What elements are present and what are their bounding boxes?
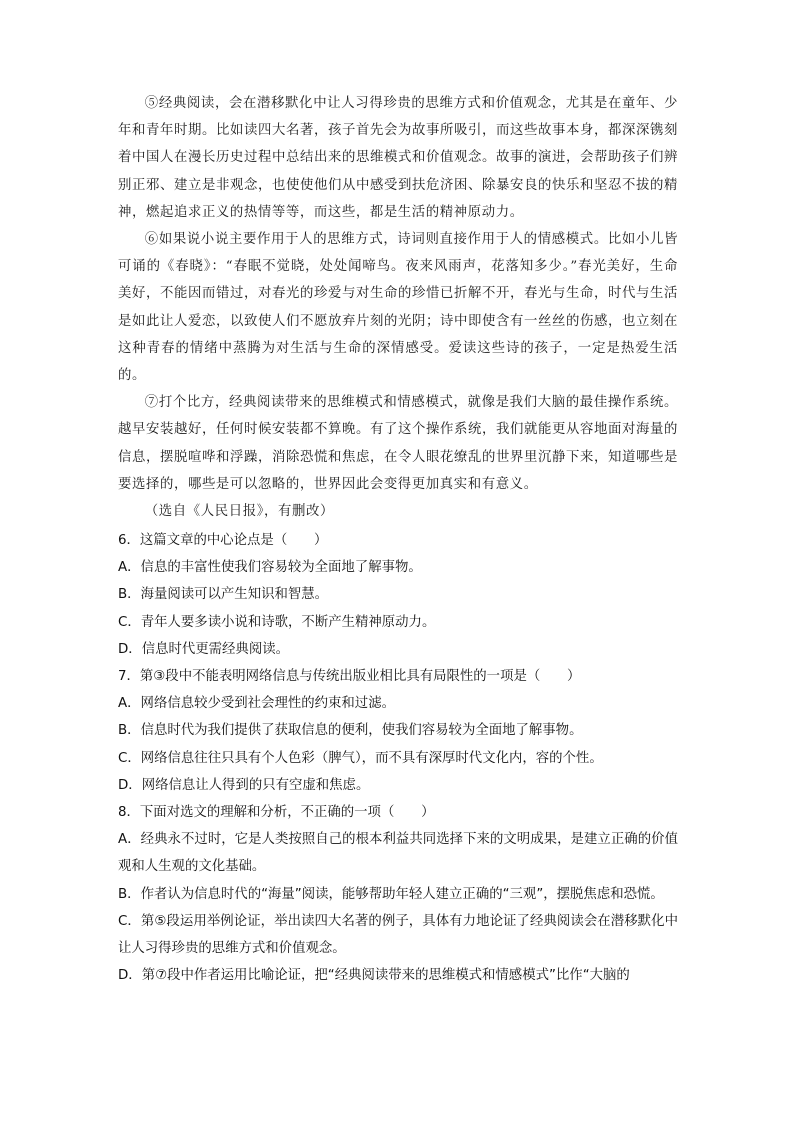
- question-7: [118, 663, 678, 799]
- article-body: [118, 90, 678, 525]
- paragraph-5: ⑤经典阅读，会在潜移默化中让人习得珍贵的思维方式和价值观念，尤其是在童年、少年和青年时期。比如读四大名著，孩子首先会为故事所吸引，而这些故事本身，都深深镌刻着中国人在漫长历史过程中总结出来的思维模式和价值观念。故事的演进，会帮助孩子们辨别正邪、建立是非观念，也使使他们从中感受到扶危济困、除暴安良的快乐和坚忍不拔的精神，燃起追求正义的热情等等，而这些，都是生活的精神原动力。: [118, 96, 678, 220]
- option-a: A．网络信息较少受到社会理性的约束和过滤。: [118, 696, 395, 712]
- question-section: [118, 527, 678, 989]
- option-c: C．网络信息往往只具有个人色彩（脾气），而不具有深厚时代文化内，容的个性。: [118, 750, 603, 766]
- paragraph-6: ⑥如果说小说主要作用于人的思维方式，诗词则直接作用于人的情感模式。比如小儿皆可诵的《春晓》：“春眠不觉晓，处处闻啼鸟。夜来风雨声，花落知多少。”春光美好，生命美好，不能因而错过，对春光的珍爱与对生命的珍惜已折解不开，春光与生命，时代与生活是如此让人爱恋，以致使人们不愿放弃片刻的光阴；诗中即使含有一丝丝的伤感，也立刻在这种青春的情绪中蒸腾为对生活与生命的深情感受。爱读这些诗的孩子，一定是热爱生活的。: [118, 232, 678, 384]
- question-stem: 8．下面对选文的理解和分析，不正确的一项（ ）: [118, 805, 435, 821]
- option-d: D．信息时代更需经典阅读。: [118, 641, 289, 657]
- question-8: [118, 799, 678, 989]
- option-a: A．经典永不过时，它是人类按照自己的根本利益共同选择下来的文明成果，是建立正确的价值观和人生观的文化基础。: [118, 832, 678, 875]
- source-citation: （选自《人民日报》，有删改）: [144, 504, 334, 520]
- option-b: B．信息时代为我们提供了获取信息的便利，使我们容易较为全面地了解事物。: [118, 723, 583, 739]
- option-a: A．信息的丰富性使我们容易较为全面地了解事物。: [118, 560, 422, 576]
- question-6: [118, 527, 678, 663]
- option-d: D．第⑦段中作者运用比喻论证，把“经典阅读带来的思维模式和情感模式”比作“大脑的: [118, 968, 630, 984]
- option-d: D．网络信息让人得到的只有空虚和焦虑。: [118, 777, 370, 793]
- question-stem: 6．这篇文章的中心论点是（ ）: [118, 533, 328, 548]
- option-c: C．青年人要多读小说和诗歌，不断产生精神原动力。: [118, 614, 436, 630]
- option-c: C．第⑤段运用举例论证，举出读四大名著的例子，具体有力地论证了经典阅读会在潜移默化中让人习得珍贵的思维方式和价值观念。: [118, 913, 678, 957]
- question-stem: 7．第③段中不能表明网络信息与传统出版业相比具有局限性的一项是（ ）: [118, 669, 581, 685]
- option-b: B．作者认为信息时代的“海量”阅读，能够帮助年轻人建立正确的“三观”，摆脱焦虑和恐慌。: [118, 886, 664, 902]
- option-b: B．海量阅读可以产生知识和智慧。: [118, 587, 329, 603]
- paragraph-7: ⑦打个比方，经典阅读带来的思维模式和情感模式，就像是我们大脑的最佳操作系统。越早安装越好，任何时候安装都不算晚。有了这个操作系统，我们就能更从容地面对海量的信息，摆脱喧哗和浮躁，消除恐慌和焦虑，在令人眼花缭乱的世界里沉静下来，知道哪些是要选择的，哪些是可以忽略的，世界因此会变得更加真实和有意义。: [118, 395, 678, 492]
